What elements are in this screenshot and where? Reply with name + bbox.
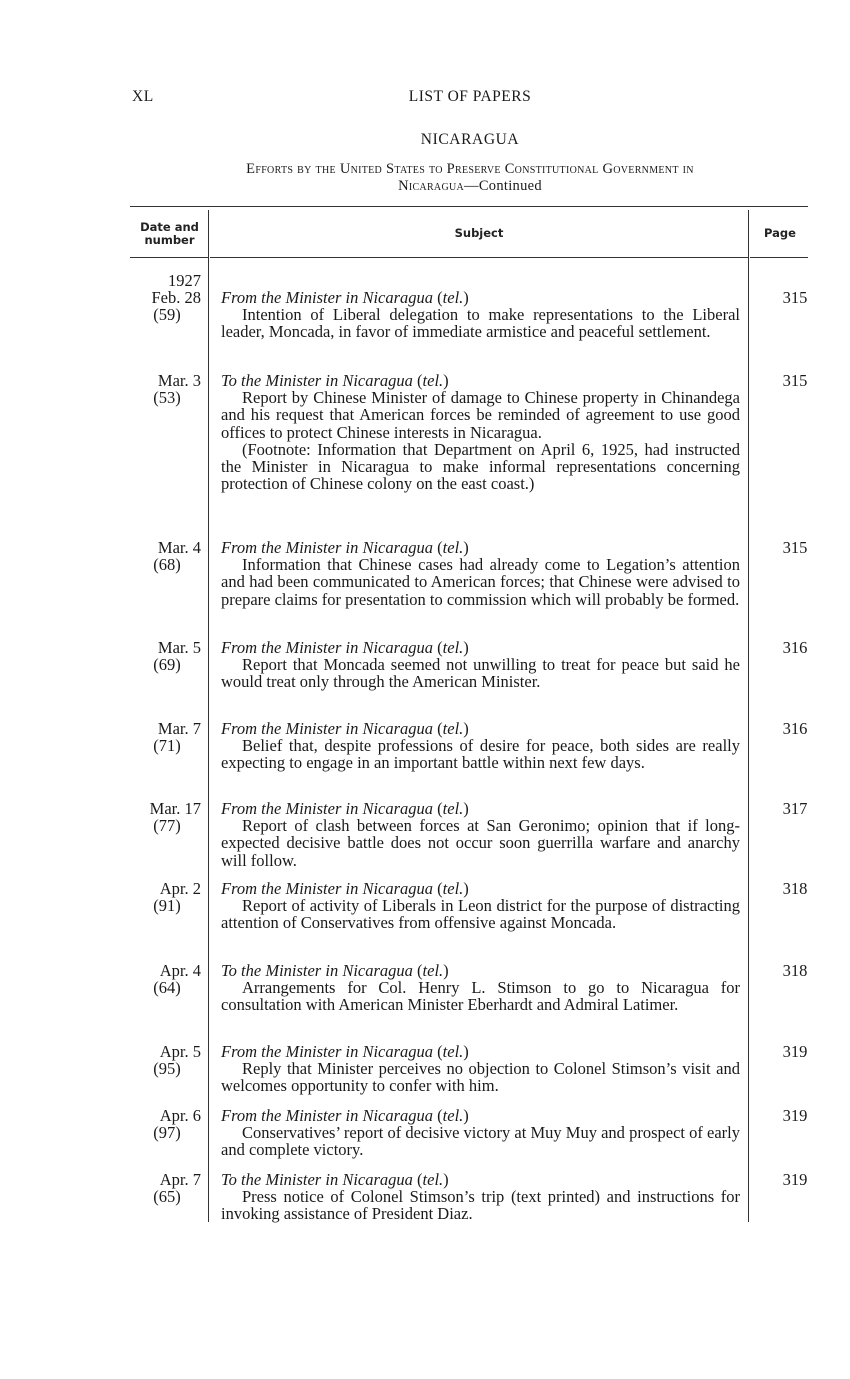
page-header <box>132 88 808 110</box>
entry-date: Apr. 4 <box>159 961 201 980</box>
entry-subject <box>221 289 740 341</box>
entry-title-tel: (tel.) <box>437 799 469 818</box>
entry-title-text: To the Minister in Nicaragua <box>221 1170 413 1189</box>
subsection-continued: —Continued <box>464 178 542 194</box>
entry-title-tel: (tel.) <box>417 961 449 980</box>
entry-subject <box>221 1107 740 1159</box>
entry-paragraph: Conservatives’ report of decisive victory at Muy Muy and prospect of early and complete victory. <box>221 1123 740 1160</box>
entry-paragraph: Report by Chinese Minister of damage to Chinese property in Chinandega and his request that American forces be reminded of agreement to use good offices to protect Chinese interests in Nicaragua. <box>221 388 740 442</box>
entry-title <box>221 289 740 306</box>
entry-page: 318 <box>782 961 808 980</box>
entry-subject <box>221 1171 740 1223</box>
entry-title-text: From the Minister in Nicaragua <box>221 1042 434 1061</box>
entry-title-text: From the Minister in Nicaragua <box>221 538 434 557</box>
entry-page: 318 <box>782 879 808 898</box>
entry-subject <box>221 539 740 608</box>
entry-page: 315 <box>782 538 808 557</box>
page-number: XL <box>132 88 154 105</box>
entry-date: Mar. 3 <box>157 371 201 390</box>
entry-number: (95) <box>153 1059 181 1079</box>
year-label: 1927 <box>168 271 201 290</box>
entry-number: (91) <box>153 896 181 916</box>
column-divider-left <box>208 210 209 1222</box>
entry-title-tel: (tel.) <box>417 371 449 390</box>
entry-date: Mar. 7 <box>157 719 201 738</box>
subsection-title-line1: Efforts by the United States to Preserve Constitutional Government in <box>246 161 694 177</box>
table-top-rule <box>130 206 808 207</box>
column-head-subject: Subject <box>454 226 504 240</box>
entry-date: Apr. 7 <box>159 1170 201 1189</box>
entry-paragraph: Report that Moncada seemed not unwilling to treat for peace but said he would treat only through the American Minister. <box>221 655 740 692</box>
entry-title <box>221 880 740 897</box>
entry-page: 315 <box>782 371 808 390</box>
entry-title-text: From the Minister in Nicaragua <box>221 288 434 307</box>
entry-title-tel: (tel.) <box>437 1106 469 1125</box>
entry-title <box>221 539 740 556</box>
entry-subject <box>221 1043 740 1095</box>
entry-number: (68) <box>153 555 181 575</box>
entry-number: (65) <box>153 1187 181 1207</box>
running-title: LIST OF PAPERS <box>408 88 532 105</box>
entry-subject <box>221 639 740 691</box>
entry-number: (69) <box>153 655 181 675</box>
column-head-date: Date and number <box>140 220 199 247</box>
entry-number: (53) <box>153 388 181 408</box>
entry-title-text: From the Minister in Nicaragua <box>221 879 434 898</box>
entry-title-tel: (tel.) <box>437 288 469 307</box>
entry-number: (97) <box>153 1123 181 1143</box>
entry-paragraph: Intention of Liberal delegation to make representations to the Liberal leader, Moncada, in favor of immediate armistice and peaceful settlement. <box>221 305 740 342</box>
entry-subject <box>221 880 740 932</box>
entry-paragraph: Information that Chinese cases had already come to Legation’s attention and had been communicated to American forces; that Chinese were advised to prepare claims for presentation to commission which will probably be formed. <box>221 555 740 609</box>
column-head-page: Page <box>764 226 796 240</box>
entry-title-text: From the Minister in Nicaragua <box>221 719 434 738</box>
entry-paragraph: Report of activity of Liberals in Leon district for the purpose of distracting attention of Conservatives from offensive against Moncada. <box>221 896 740 933</box>
entry-paragraph: Belief that, despite professions of desire for peace, both sides are really expecting to engage in an important battle within next few days. <box>221 736 740 773</box>
entry-date: Mar. 17 <box>149 799 201 818</box>
entry-paragraph: Arrangements for Col. Henry L. Stimson to go to Nicaragua for consultation with American Minister Eberhardt and Admiral Latimer. <box>221 978 740 1015</box>
entry-title-tel: (tel.) <box>437 538 469 557</box>
entry-number: (71) <box>153 736 181 756</box>
entry-title-text: From the Minister in Nicaragua <box>221 799 434 818</box>
entry-date: Apr. 6 <box>159 1106 201 1125</box>
entry-date: Apr. 5 <box>159 1042 201 1061</box>
subsection-title-line2 <box>132 178 808 195</box>
subsection-title <box>132 161 808 195</box>
entry-title <box>221 962 740 979</box>
entry-title <box>221 1107 740 1124</box>
entry-date: Apr. 2 <box>159 879 201 898</box>
entry-title <box>221 372 740 389</box>
entry-subject <box>221 962 740 1014</box>
entry-paragraph: Press notice of Colonel Stimson’s trip (text printed) and instructions for invoking assistance of President Diaz. <box>221 1187 740 1224</box>
entry-page: 316 <box>782 719 808 738</box>
entry-number: (64) <box>153 978 181 998</box>
entry-number: (59) <box>153 305 181 325</box>
entry-date: Mar. 5 <box>157 638 201 657</box>
entry-title-tel: (tel.) <box>437 719 469 738</box>
entry-title-text: To the Minister in Nicaragua <box>221 371 413 390</box>
entry-paragraph: Reply that Minister perceives no objection to Colonel Stimson’s visit and welcomes opportunity to confer with him. <box>221 1059 740 1096</box>
entry-subject <box>221 372 740 492</box>
table-header-rule-right <box>750 257 808 258</box>
entry-title-tel: (tel.) <box>417 1170 449 1189</box>
entry-page: 319 <box>782 1042 808 1061</box>
table-header-rule-mid <box>210 257 748 258</box>
entry-title-text: From the Minister in Nicaragua <box>221 1106 434 1125</box>
entry-title <box>221 720 740 737</box>
entry-number: (77) <box>153 816 181 836</box>
entry-title <box>221 800 740 817</box>
entry-title-tel: (tel.) <box>437 638 469 657</box>
entry-title <box>221 1043 740 1060</box>
column-divider-right <box>748 210 749 1222</box>
entry-title-tel: (tel.) <box>437 879 469 898</box>
entry-paragraph: Report of clash between forces at San Geronimo; opinion that if long-expected decisive battle does not occur soon guerrilla warfare and anarchy will follow. <box>221 816 740 870</box>
entry-date: Feb. 28 <box>151 288 201 307</box>
entry-page: 315 <box>782 288 808 307</box>
subsection-country: Nicaragua <box>398 178 465 194</box>
entry-title <box>221 639 740 656</box>
entry-title-text: From the Minister in Nicaragua <box>221 638 434 657</box>
entry-paragraph: (Footnote: Information that Department on April 6, 1925, had instructed the Minister in Nicaragua to make informal representations concerning protection of Chinese colony on the east coast.) <box>221 439 740 494</box>
table-header-rule-left <box>130 257 208 258</box>
entry-title-tel: (tel.) <box>437 1042 469 1061</box>
entry-title <box>221 1171 740 1188</box>
entry-title-text: To the Minister in Nicaragua <box>221 961 413 980</box>
entry-date: Mar. 4 <box>157 538 201 557</box>
entry-subject <box>221 720 740 772</box>
entry-subject <box>221 800 740 869</box>
entry-page: 316 <box>782 638 808 657</box>
entry-page: 317 <box>782 799 808 818</box>
entry-page: 319 <box>782 1170 808 1189</box>
section-title: NICARAGUA <box>420 131 520 148</box>
entry-page: 319 <box>782 1106 808 1125</box>
